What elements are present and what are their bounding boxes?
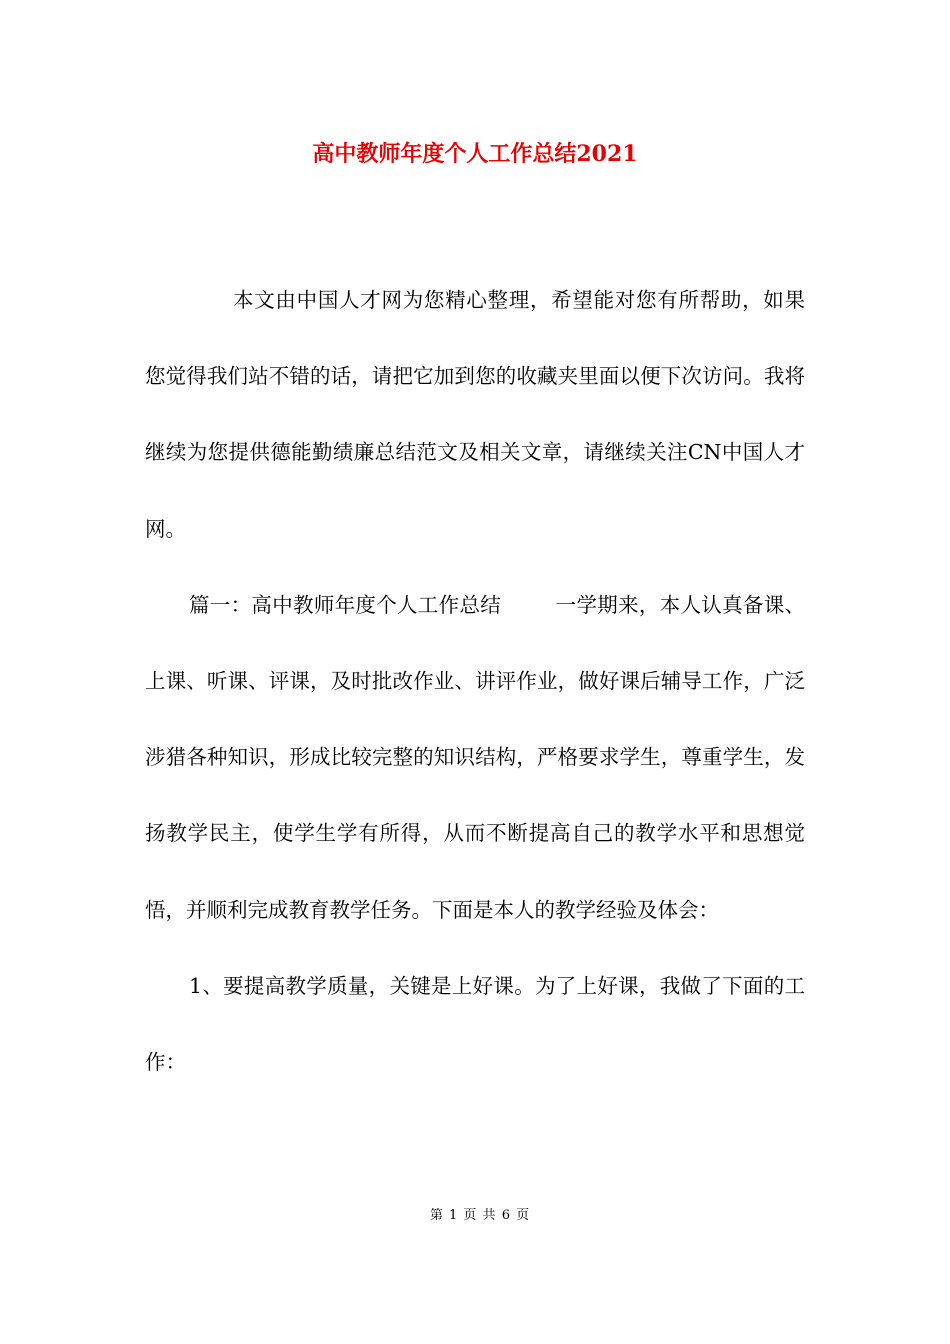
section-paragraph bbox=[145, 567, 805, 948]
document-body bbox=[145, 262, 805, 1100]
intro-paragraph: 本文由中国人才网为您精心整理，希望能对您有所帮助，如果您觉得我们站不错的话，请把它加到您的收藏夹里面以便下次访问。我将继续为您提供德能勤绩廉总结范文及相关文章，请继续关注CN中国人才网。 bbox=[145, 288, 805, 541]
section-heading: 篇一：高中教师年度个人工作总结 bbox=[189, 592, 502, 617]
document-title: 高中教师年度个人工作总结2021 bbox=[312, 141, 638, 167]
page-number-footer: 第 1 页 共 6 页 bbox=[429, 1208, 531, 1223]
section-body: 一学期来，本人认真备课、上课、听课、评课，及时批改作业、讲评作业，做好课后辅导工作，广泛涉猎各种知识，形成比较完整的知识结构，严格要求学生，尊重学生，发扬教学民主，使学生学有所得，从而不断提高自己的教学水平和思想觉悟，并顺利完成教育教学任务。下面是本人的教学经验及体会： bbox=[145, 592, 806, 922]
section-gap bbox=[501, 593, 556, 617]
point-1-paragraph: 1、要提高教学质量，关键是上好课。为了上好课，我做了下面的工作： bbox=[145, 973, 805, 1075]
